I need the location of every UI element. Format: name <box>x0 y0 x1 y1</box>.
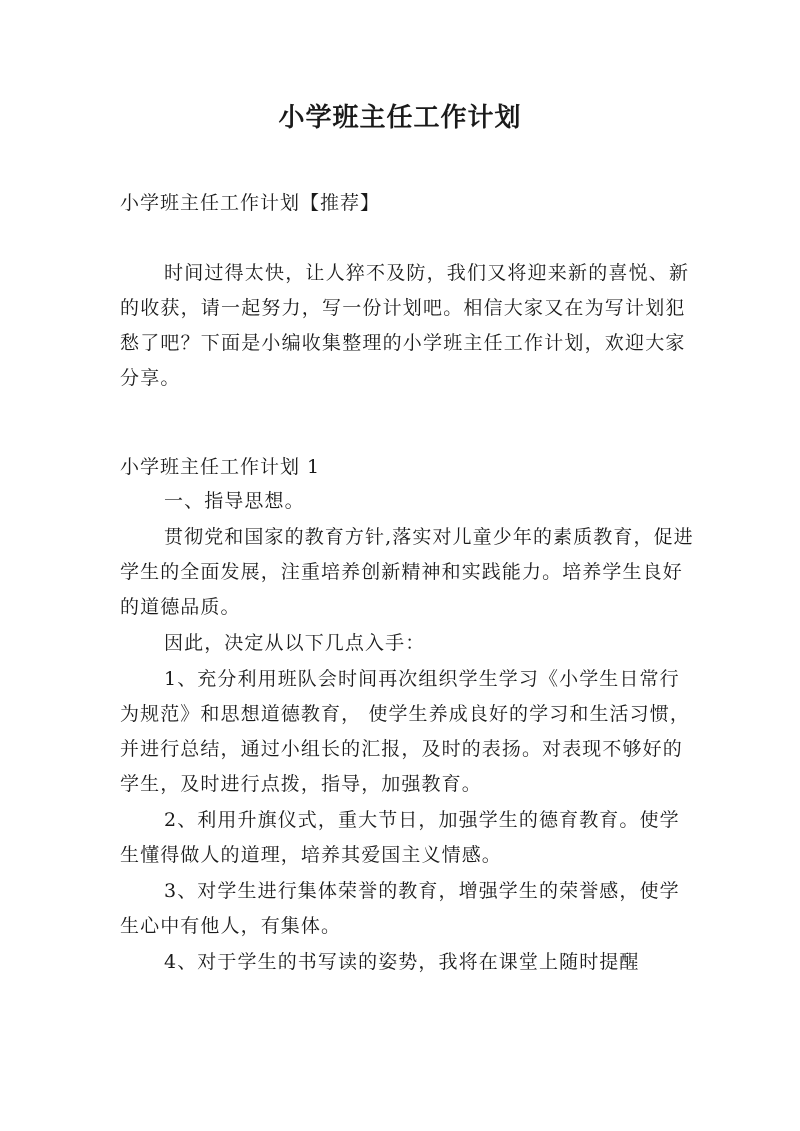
paragraph-guiding-thought: 一、指导思想。 <box>164 490 305 512</box>
intro-paragraph: 时间过得太快，让人猝不及防，我们又将迎来新的喜悦、新的收获，请一起努力，写一份计划吧。相信大家又在为写计划犯愁了吧？下面是小编收集整理的小学班主任工作计划，欢迎大家分享。 <box>120 262 690 389</box>
document-subtitle: 小学班主任工作计划【推荐】 <box>120 192 381 214</box>
section-heading: 小学班主任工作计划 1 <box>120 456 321 478</box>
paragraph-policy: 贯彻党和国家的教育方针,落实对儿童少年的素质教育，促进学生的全面发展，注重培养创新精神和实践能力。培养学生良好的道德品质。 <box>120 526 694 618</box>
paragraph-item-2: 2、利用升旗仪式，重大节日，加强学生的德育教育。使学生懂得做人的道理，培养其爱国主义情感。 <box>120 809 680 866</box>
plan-section <box>120 450 695 980</box>
paragraph-item-1: 1、充分利用班队会时间再次组织学生学习《小学生日常行为规范》和思想道德教育， 使学生养成良好的学习和生活习惯，并进行总结，通过小组长的汇报，及时的表扬。对表现不够好的学生，及时进行点拨，指导，加强教育。 <box>120 668 690 795</box>
document-title: 小学班主任工作计划 <box>278 103 522 133</box>
paragraph-item-3: 3、对学生进行集体荣誉的教育，增强学生的荣誉感，使学生心中有他人，有集体。 <box>120 880 680 937</box>
paragraph-item-4: 4、对于学生的书写读的姿势，我将在课堂上随时提醒 <box>164 951 640 973</box>
paragraph-therefore: 因此，决定从以下几点入手： <box>164 632 426 654</box>
